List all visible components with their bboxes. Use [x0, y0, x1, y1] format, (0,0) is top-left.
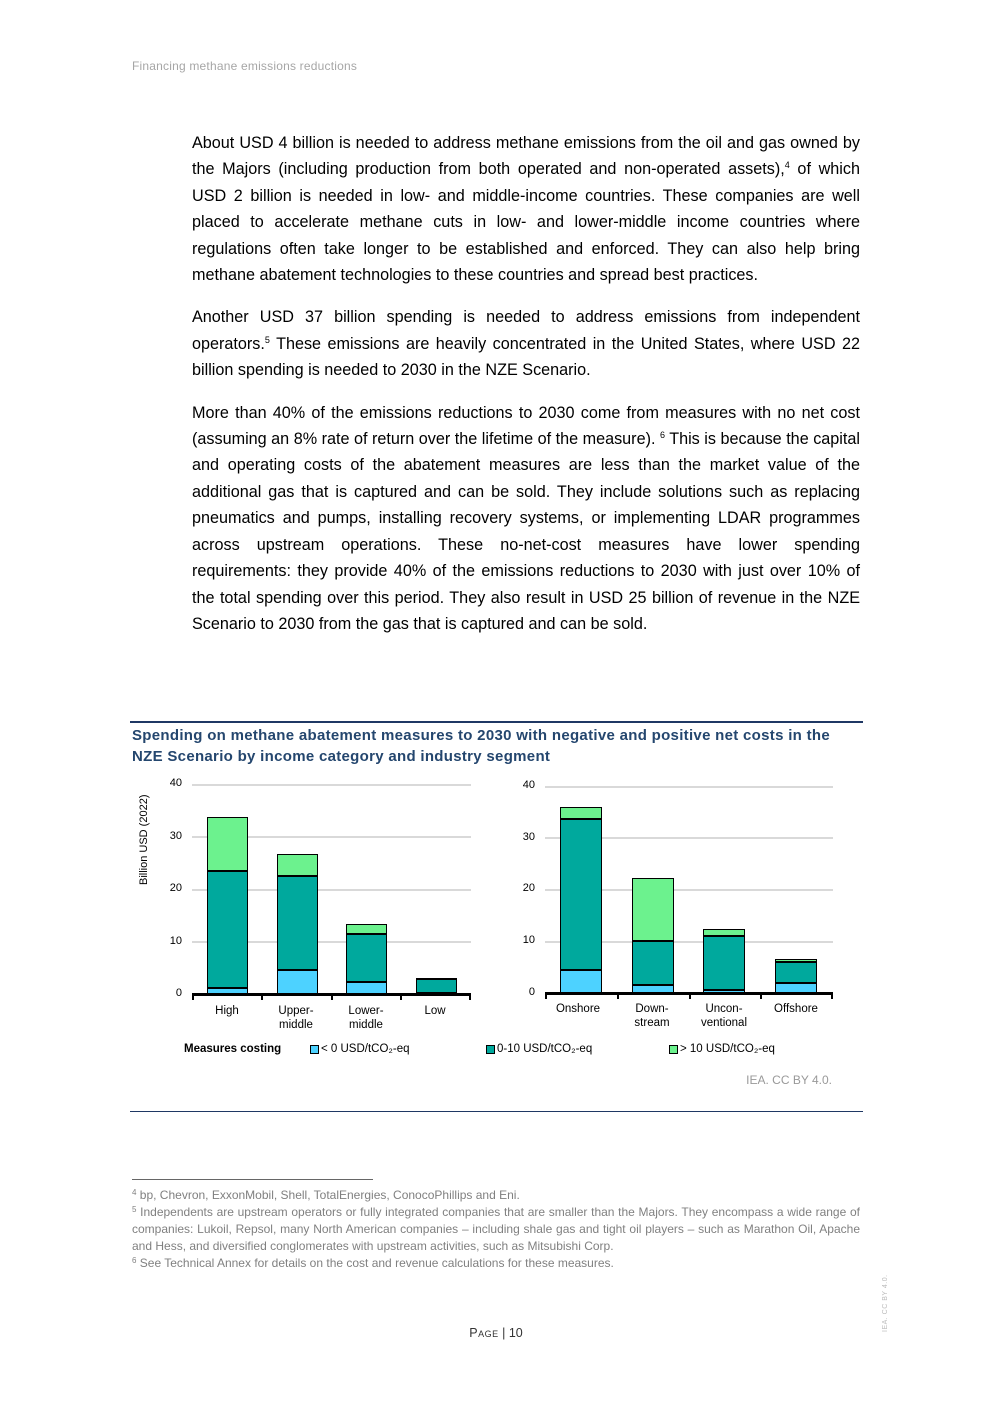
bar-segment — [775, 983, 817, 993]
y-tick: 30 — [169, 830, 182, 842]
bar-segment — [775, 959, 817, 962]
paragraph-text: Another USD 37 billion spending is needed to address emissions from independent operators. — [192, 308, 860, 353]
x-label: Upper- middle — [278, 1005, 314, 1031]
y-tick: 0 — [528, 986, 535, 998]
legend-item-negative: < 0 USD/tCO₂-eq — [310, 1043, 410, 1055]
y-tick: 10 — [169, 935, 182, 947]
y-tick: 30 — [522, 831, 535, 843]
bar-segment — [346, 982, 387, 994]
bar-segment — [346, 924, 387, 934]
figure-title: Spending on methane abatement measures to 2030 with negative and positive net costs in the NZE Scenario by income category and industry segment — [132, 727, 830, 765]
bar-segment — [703, 990, 745, 993]
paragraph-text: More than 40% of the emissions reductions to 2030 come from measures with no net cost (assuming an 8% rate of return over the lifetime of the measure). — [192, 403, 860, 449]
paragraph-3 — [192, 400, 860, 638]
legend-swatch — [486, 1045, 495, 1054]
bar-segment — [207, 871, 248, 988]
bar-segment — [560, 807, 602, 819]
x-tick — [617, 993, 619, 999]
bar-segment — [207, 988, 248, 994]
x-tick — [192, 994, 194, 1000]
paragraph-text: About USD 4 billion is needed to address methane emissions from the oil and gas owned by the Majors (including production from both operated and non-operated assets), — [192, 134, 860, 179]
x-tick — [545, 993, 547, 999]
footnote-6: $^6$ See Technical Annex for details on the cost and revenue calculations for these measures. — [132, 1256, 614, 1270]
bar-segment — [703, 929, 745, 936]
y-tick: 20 — [169, 882, 182, 894]
bar-segment — [416, 993, 457, 995]
bar-segment — [416, 978, 457, 980]
bar-segment — [277, 970, 318, 994]
x-label: Low — [424, 1005, 446, 1017]
gridline — [192, 784, 471, 786]
bar-segment — [560, 970, 602, 993]
legend-swatch — [669, 1045, 678, 1054]
y-tick: 10 — [522, 934, 535, 946]
x-tick — [331, 994, 333, 1000]
page-number: Page | 10 — [469, 1326, 523, 1340]
y-tick: 40 — [169, 777, 182, 789]
bar-segment — [632, 941, 674, 985]
x-tick — [689, 993, 691, 999]
x-label: Lower- middle — [348, 1005, 384, 1031]
paragraph-text: of which USD 2 billion is needed in low- and middle-income countries. These companies are well placed to accelerate methane cuts in low- and lower-middle income countries where regulations often take longer to be established and enforced. They can also help bring methane abatement technologies to these countries and spread best practices. — [192, 160, 860, 285]
x-label: Onshore — [555, 1003, 601, 1015]
bar-segment — [703, 936, 745, 990]
side-credit: IEA. CC BY 4.0. — [882, 1274, 889, 1332]
figure-credit: IEA. CC BY 4.0. — [746, 1073, 832, 1087]
footnote-divider — [132, 1179, 373, 1180]
bar-segment — [632, 878, 674, 941]
legend-swatch — [310, 1045, 319, 1054]
legend-item-low-cost: 0-10 USD/tCO₂-eq — [486, 1043, 592, 1055]
running-header: Financing methane emissions reductions — [132, 59, 358, 73]
y-tick: 0 — [175, 987, 182, 999]
bar-segment — [560, 819, 602, 970]
legend-item-high-cost: > 10 USD/tCO₂-eq — [669, 1043, 775, 1055]
x-label: Offshore — [774, 1003, 818, 1015]
footnote-4: $^4$ bp, Chevron, ExxonMobil, Shell, TotalEnergies, ConocoPhillips and Eni. — [132, 1188, 520, 1202]
footnote-5: $^5$ Independents are upstream operators or fully integrated companies that are smaller than the Majors. They encompass a wide range of companies: Lukoil, Repsol, many North American companies – including shale gas and tight oil players – such as Marathon Oil, Apache and Hess, and diversified conglomerates with upstream activities, such as Mitsubishi Corp. — [132, 1205, 860, 1253]
x-tick — [831, 993, 833, 999]
gridline — [545, 786, 833, 788]
paragraph-text: This is because the capital and operating costs of the abatement measures are less than the market value of the additional gas that is captured and can be sold. They include solutions such as replacing pneumatics and pumps, installing recovery systems, or implementing LDAR programmes across upstream operations. These no-net-cost measures have lower spending requirements: they provide 40% of the emissions reductions to 2030 with just over 10% of the total spending over this period. They also result in USD 25 billion of revenue in the NZE Scenario to 2030 from the gas that is captured and can be sold. — [192, 430, 860, 633]
bar-segment — [277, 854, 318, 876]
x-tick — [469, 994, 471, 1000]
x-tick — [760, 993, 762, 999]
paragraph-1 — [192, 130, 860, 288]
x-label: Uncon- ventional — [700, 1003, 748, 1029]
y-tick: 20 — [522, 882, 535, 894]
bar-segment — [277, 876, 318, 970]
bar-segment — [346, 934, 387, 982]
x-tick — [400, 994, 402, 1000]
x-label: High — [215, 1005, 239, 1017]
body-text — [192, 130, 860, 653]
bar-segment — [775, 962, 817, 983]
footnote-ref[interactable]: 5 — [264, 334, 270, 345]
paragraph-text: These emissions are heavily concentrated in the United States, where USD 22 billion spending is needed to 2030 in the NZE Scenario. — [192, 334, 860, 380]
footnotes — [132, 1187, 860, 1272]
x-tick — [261, 994, 263, 1000]
paragraph-2 — [192, 304, 860, 383]
footnote-ref[interactable]: 6 — [659, 430, 665, 441]
bar-segment — [207, 817, 248, 871]
y-tick: 40 — [522, 779, 535, 791]
footnote-ref[interactable]: 4 — [784, 160, 790, 171]
x-label: Down- stream — [634, 1003, 670, 1029]
bar-segment — [416, 979, 457, 993]
bar-segment — [632, 985, 674, 993]
y-axis-label: Billion USD (2022) — [138, 794, 150, 885]
legend-title: Measures costing — [184, 1043, 282, 1055]
